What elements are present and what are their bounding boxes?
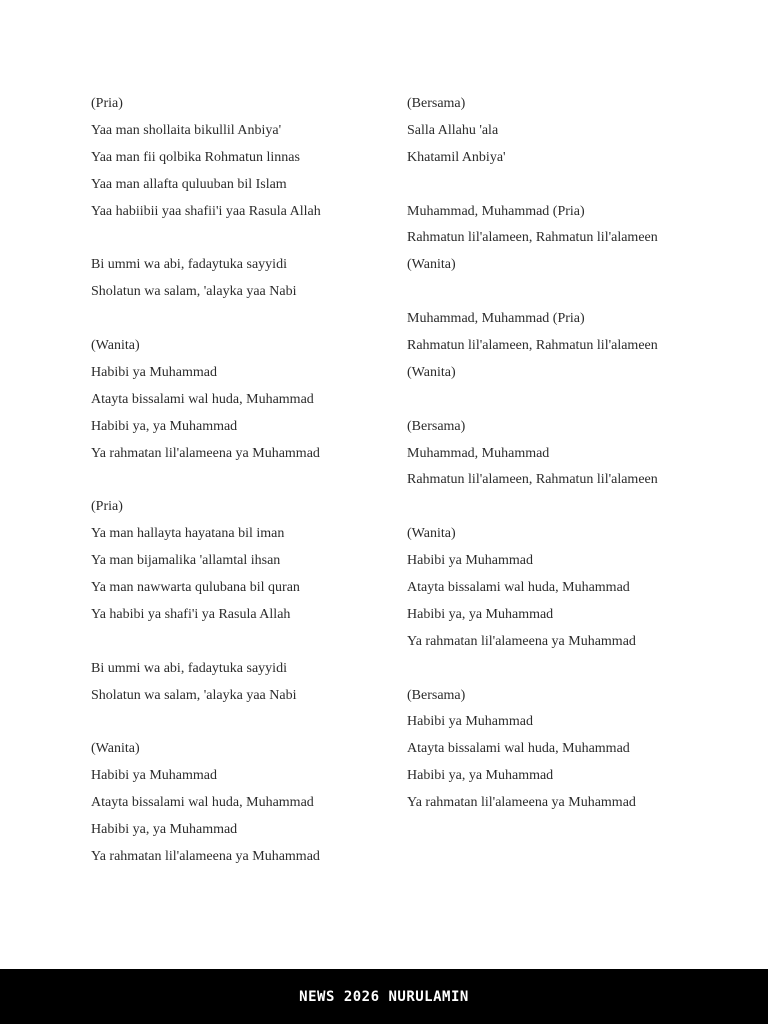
lyric-spacer: [91, 225, 391, 252]
lyric-line: (Wanita): [91, 741, 140, 757]
lyric-line: Yaa man fii qolbika Rohmatun linnas: [91, 149, 300, 165]
lyric-line: Sholatun wa salam, 'alayka yaa Nabi: [91, 284, 297, 300]
lyric-spacer: [407, 387, 727, 414]
lyric-line: Atayta bissalami wal huda, Muhammad: [91, 795, 314, 811]
lyrics-right-column: [407, 91, 727, 817]
lyric-line: Sholatun wa salam, 'alayka yaa Nabi: [91, 687, 297, 703]
lyric-line: Ya man bijamalika 'allamtal ihsan: [91, 553, 281, 569]
lyric-line: Habibi ya, ya Muhammad: [407, 606, 554, 622]
lyric-line: Habibi ya Muhammad: [407, 553, 533, 569]
lyric-line: (Pria): [91, 499, 123, 515]
lyric-line: Atayta bissalami wal huda, Muhammad: [407, 580, 630, 596]
lyric-line: Habibi ya Muhammad: [91, 364, 217, 380]
lyric-line: Yaa man shollaita bikullil Anbiya': [91, 122, 282, 138]
lyric-line: Ya man nawwarta qulubana bil quran: [91, 580, 300, 596]
lyric-spacer: [407, 656, 727, 683]
lyric-line: (Bersama): [407, 687, 466, 703]
lyric-line: (Bersama): [407, 96, 466, 111]
lyric-line: Yaa man allafta quluuban bil Islam: [91, 176, 287, 192]
lyric-line: Habibi ya, ya Muhammad: [91, 418, 238, 434]
lyric-line: (Wanita): [407, 257, 456, 273]
lyric-spacer: [407, 172, 727, 199]
lyric-line: (Wanita): [407, 364, 456, 380]
lyric-line: Muhammad, Muhammad (Pria): [407, 311, 585, 327]
lyric-line: Khatamil Anbiya': [407, 149, 506, 165]
lyric-line: (Wanita): [91, 338, 140, 354]
lyric-spacer: [91, 467, 391, 494]
lyric-line: Atayta bissalami wal huda, Muhammad: [407, 741, 630, 757]
lyric-line: (Pria): [91, 96, 123, 111]
lyric-spacer: [91, 709, 391, 736]
lyric-line: Salla Allahu 'ala: [407, 122, 499, 138]
lyric-line: Bi ummi wa abi, fadaytuka sayyidi: [91, 257, 287, 273]
lyric-line: Habibi ya, ya Muhammad: [91, 822, 238, 838]
lyric-spacer: [407, 279, 727, 306]
lyric-line: Ya rahmatan lil'alameena ya Muhammad: [407, 795, 636, 811]
footer-text: NEWS 2026 NURULAMIN: [299, 988, 469, 1005]
lyric-line: Muhammad, Muhammad: [407, 445, 550, 461]
lyric-line: Rahmatun lil'alameen, Rahmatun lil'alameen: [407, 338, 658, 354]
lyric-line: Rahmatun lil'alameen, Rahmatun lil'alameen: [407, 230, 658, 246]
lyric-line: Ya rahmatan lil'alameena ya Muhammad: [407, 633, 636, 649]
lyric-spacer: [407, 494, 727, 521]
lyric-line: Rahmatun lil'alameen, Rahmatun lil'alameen: [407, 472, 658, 488]
lyric-line: Habibi ya Muhammad: [91, 768, 217, 784]
lyric-line: Atayta bissalami wal huda, Muhammad: [91, 391, 314, 407]
lyric-line: Yaa habiibii yaa shafii'i yaa Rasula Allah: [91, 203, 321, 219]
lyric-line: Ya rahmatan lil'alameena ya Muhammad: [91, 848, 320, 864]
lyric-line: Ya habibi ya shafi'i ya Rasula Allah: [91, 606, 291, 622]
lyric-line: Habibi ya Muhammad: [407, 714, 533, 730]
lyric-line: Habibi ya, ya Muhammad: [407, 768, 554, 784]
lyric-spacer: [91, 629, 391, 656]
lyrics-left-column: [91, 91, 391, 871]
lyric-line: (Bersama): [407, 418, 466, 434]
lyric-line: Muhammad, Muhammad (Pria): [407, 203, 585, 219]
footer-bar: [0, 969, 768, 1024]
lyric-line: (Wanita): [407, 526, 456, 542]
lyric-spacer: [91, 306, 391, 333]
lyric-line: Bi ummi wa abi, fadaytuka sayyidi: [91, 660, 287, 676]
lyric-line: Ya rahmatan lil'alameena ya Muhammad: [91, 445, 320, 461]
lyric-line: Ya man hallayta hayatana bil iman: [91, 526, 285, 542]
